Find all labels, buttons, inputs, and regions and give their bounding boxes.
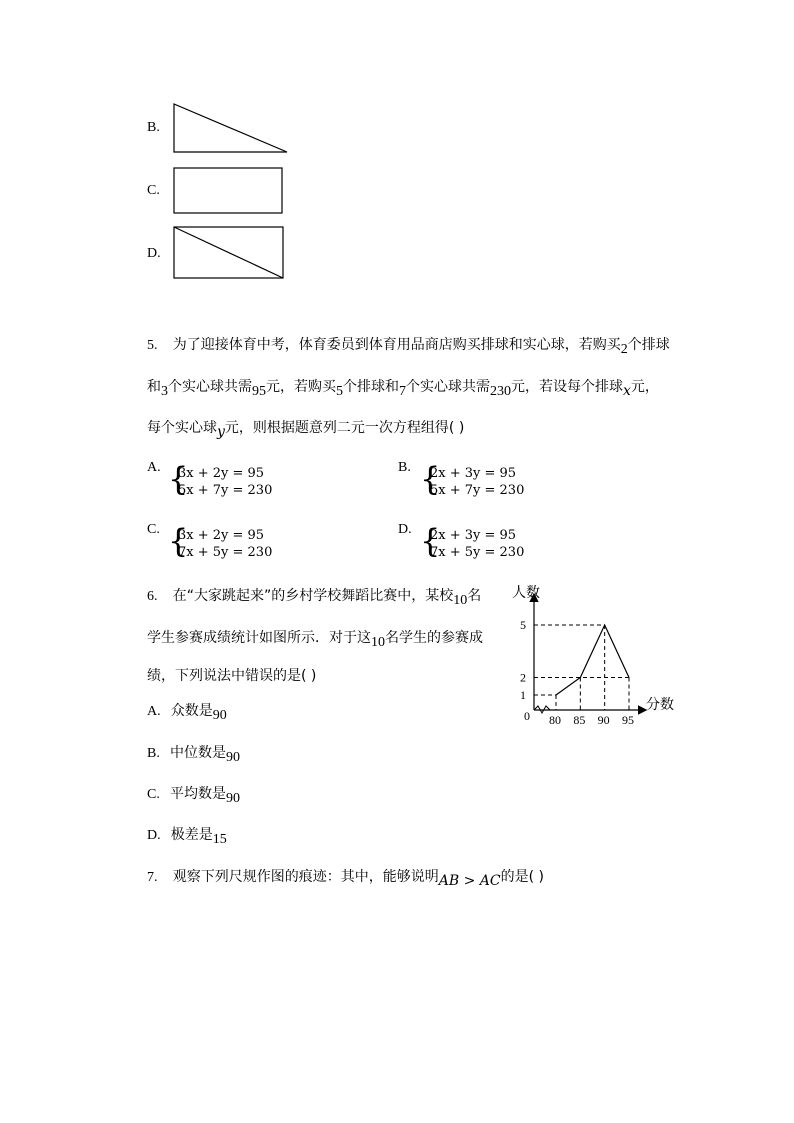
q5-text: 元，若设每个排球 bbox=[511, 379, 623, 395]
q5-line-3 bbox=[147, 417, 465, 440]
q4-option-b-triangle bbox=[170, 100, 292, 156]
q5-option-c-label: C. bbox=[147, 522, 160, 537]
q6-option-c-value: 90 bbox=[226, 791, 241, 806]
q5-line-2 bbox=[147, 376, 659, 399]
q6-text: 学生参赛成绩统计如图所示．对于这 bbox=[147, 630, 371, 646]
q6-option-b-label: B. bbox=[147, 746, 160, 761]
q6-number: 6. bbox=[147, 589, 158, 604]
chart-guide-lines bbox=[534, 625, 629, 710]
q6-option-d-text: 极差是 bbox=[170, 827, 213, 843]
q6-option-a-text: 众数是 bbox=[170, 703, 213, 719]
q4-option-c-label: C. bbox=[147, 183, 160, 198]
q5-number-3: 3 bbox=[161, 384, 168, 399]
q5-number: 5. bbox=[147, 338, 158, 353]
q5-number-230: 230 bbox=[490, 384, 511, 399]
q7-text: 的是( ) bbox=[500, 869, 544, 885]
q6-option-d-value: 15 bbox=[212, 832, 227, 847]
q6-text: 名学生的参赛成 bbox=[385, 630, 483, 646]
q5-text: 个实心球共需 bbox=[406, 379, 490, 395]
q5-option-a-label: A. bbox=[147, 460, 161, 475]
q6-option-b-value: 90 bbox=[226, 750, 241, 765]
q6-number-10: 10 bbox=[371, 635, 385, 650]
chart-x-tick-label: 85 bbox=[573, 713, 586, 727]
q5-text: 元，若购买 bbox=[266, 379, 336, 395]
q5-option-d-label: D. bbox=[398, 522, 412, 537]
q4-option-d-label: D. bbox=[147, 246, 161, 261]
q5-number-95: 95 bbox=[252, 384, 266, 399]
equation: 7x + 5y = 230 bbox=[178, 545, 273, 560]
brace-icon: { bbox=[168, 522, 189, 560]
q6-text: 名 bbox=[467, 588, 482, 604]
q5-option-b[interactable] bbox=[398, 460, 638, 504]
q6-option-a-label: A. bbox=[147, 704, 161, 719]
q6-text: 绩，下列说法中错误的是( ) bbox=[147, 668, 317, 684]
brace-icon: { bbox=[420, 460, 441, 498]
q5-text: 个实心球共需 bbox=[168, 379, 252, 395]
brace-icon: { bbox=[168, 460, 189, 498]
q4-option-c-rectangle bbox=[170, 164, 288, 218]
equation: 2x + 3y = 95 bbox=[430, 466, 517, 481]
q6-option-a-value: 90 bbox=[212, 708, 227, 723]
q6-line-2 bbox=[147, 627, 483, 650]
q4-option-b-label: B. bbox=[147, 120, 160, 135]
chart-x-tick-label: 95 bbox=[622, 713, 634, 727]
q5-option-b-label: B. bbox=[398, 460, 411, 475]
q6-option-b[interactable] bbox=[147, 742, 241, 765]
equation: 5x + 7y = 230 bbox=[178, 483, 273, 498]
q7-number: 7. bbox=[147, 870, 158, 885]
q5-text: 元， bbox=[630, 379, 659, 395]
chart-x-tick-label: 80 bbox=[549, 713, 561, 727]
q5-var-x: x bbox=[623, 383, 631, 399]
q5-number-5: 5 bbox=[336, 384, 343, 399]
q6-option-b-text: 中位数是 bbox=[170, 745, 227, 761]
q6-line-1 bbox=[147, 585, 482, 608]
brace-icon: { bbox=[420, 522, 441, 560]
q6-option-d-label: D. bbox=[147, 828, 161, 843]
q7-line bbox=[147, 866, 544, 889]
q4-option-d-rectangle-diagonal bbox=[170, 223, 290, 283]
chart-x-tick-label: 90 bbox=[597, 713, 610, 727]
q7-text: 观察下列尺规作图的痕迹：其中，能够说明 bbox=[172, 869, 439, 885]
chart-y-tick-label: 2 bbox=[520, 670, 526, 685]
q6-number-10: 10 bbox=[453, 593, 468, 608]
chart-ylabel: 人数 bbox=[512, 585, 540, 601]
q5-line-1 bbox=[147, 334, 670, 357]
q6-option-d[interactable] bbox=[147, 824, 227, 847]
q6-text: 在“大家跳起来”的乡村学校舞蹈比赛中，某校 bbox=[172, 588, 454, 604]
q5-text: 和 bbox=[147, 379, 161, 395]
q5-text: 个排球 bbox=[627, 337, 670, 353]
q5-option-a[interactable] bbox=[147, 460, 387, 504]
q5-text: 为了迎接体育中考，体育委员到体育用品商店购买排球和实心球，若购买 bbox=[172, 337, 621, 353]
q6-option-a[interactable] bbox=[147, 700, 227, 723]
q6-option-c[interactable] bbox=[147, 783, 241, 806]
q5-text: 个排球和 bbox=[343, 379, 399, 395]
chart-xlabel: 分数 bbox=[646, 697, 674, 713]
q6-option-c-label: C. bbox=[147, 787, 160, 802]
chart-y-tick-label: 5 bbox=[520, 618, 526, 632]
equation: 5x + 7y = 230 bbox=[430, 483, 525, 498]
equation: 3x + 2y = 95 bbox=[178, 466, 265, 481]
chart-series-line bbox=[556, 625, 629, 695]
equation: 7x + 5y = 230 bbox=[430, 545, 525, 560]
q5-number-2: 2 bbox=[620, 342, 628, 357]
chart-y-tick-label: 1 bbox=[520, 688, 526, 702]
q5-text: 元，则根据题意列二元一次方程组得( ) bbox=[224, 420, 465, 436]
q6-score-chart bbox=[500, 575, 690, 730]
q5-var-y: y bbox=[217, 424, 225, 440]
equation: 2x + 3y = 95 bbox=[430, 528, 517, 543]
q6-option-c-text: 平均数是 bbox=[170, 786, 227, 802]
q5-option-d[interactable] bbox=[398, 522, 638, 566]
q5-option-c[interactable] bbox=[147, 522, 387, 566]
q5-number-7: 7 bbox=[399, 384, 406, 399]
q6-line-3 bbox=[147, 665, 316, 685]
q7-expression: AB > AC bbox=[438, 873, 501, 889]
q5-text: 每个实心球 bbox=[147, 420, 217, 436]
chart-origin-label: 0 bbox=[524, 709, 530, 723]
equation: 3x + 2y = 95 bbox=[178, 528, 265, 543]
